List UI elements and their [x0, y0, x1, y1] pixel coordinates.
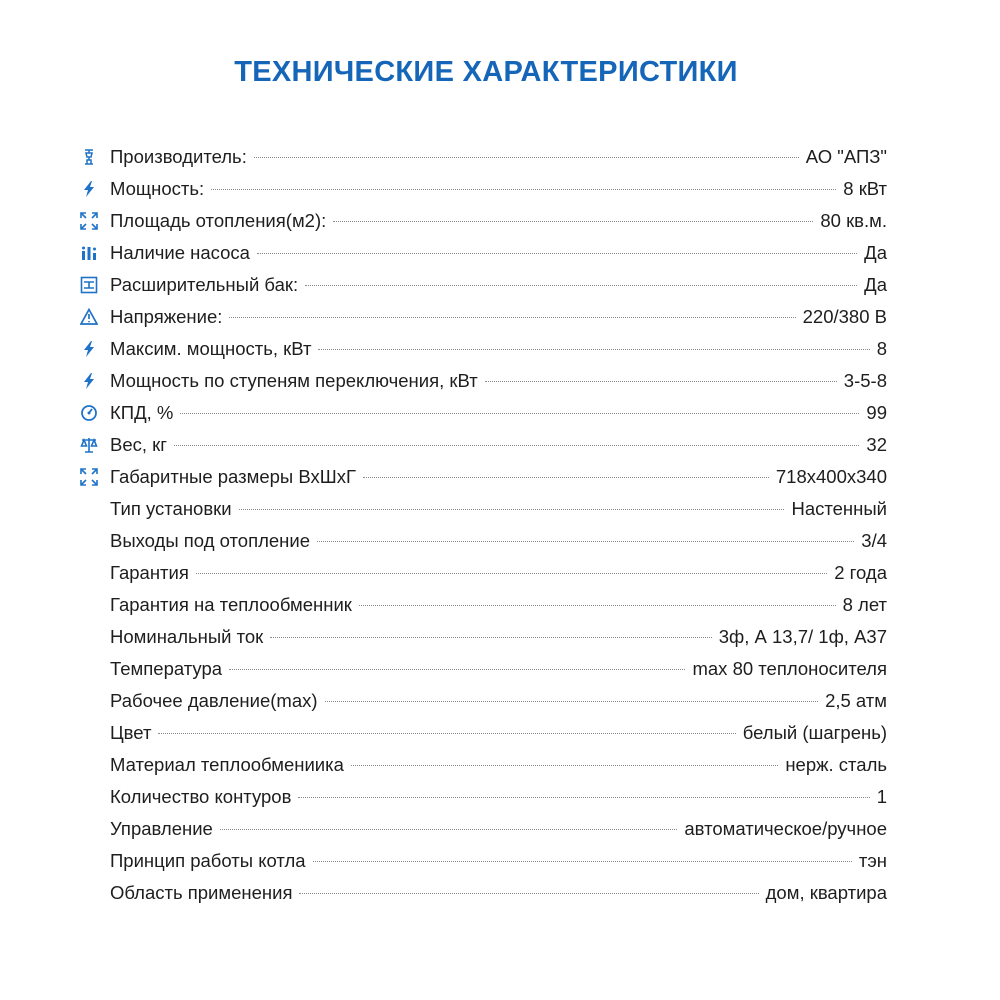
- spec-row: [80, 461, 887, 493]
- area-expand-icon: [80, 205, 110, 237]
- dot-leader: [211, 189, 836, 190]
- icon-spacer: [80, 749, 110, 781]
- spec-label: Область применения: [110, 882, 293, 903]
- spec-label: Выходы под отопление: [110, 530, 311, 551]
- spec-row: [80, 877, 887, 909]
- expansion-tank-icon: [80, 269, 110, 301]
- dot-leader: [363, 477, 769, 478]
- spec-label: Гарантия на теплообменник: [110, 594, 352, 615]
- spec-value: 80 кв.м.: [820, 210, 887, 231]
- spec-row: [80, 205, 887, 237]
- spec-label: Производитель:: [110, 146, 247, 167]
- spec-label: Цвет: [110, 722, 152, 743]
- spec-row: [80, 141, 887, 173]
- spec-value: 3-5-8: [843, 370, 887, 391]
- spec-row: [80, 333, 887, 365]
- spec-row: [80, 173, 887, 205]
- icon-spacer: [80, 813, 110, 845]
- dot-leader: [333, 221, 813, 222]
- dot-leader: [305, 285, 857, 286]
- scales-icon: [80, 429, 110, 461]
- dot-leader: [359, 605, 836, 606]
- icon-spacer: [80, 653, 110, 685]
- spec-row: [80, 781, 887, 813]
- spec-row: [80, 749, 887, 781]
- dot-leader: [180, 413, 859, 414]
- spec-value: тэн: [858, 850, 887, 871]
- icon-spacer: [80, 717, 110, 749]
- lightning-icon: [80, 173, 110, 205]
- icon-spacer: [80, 877, 110, 909]
- spec-label: КПД, %: [110, 402, 174, 423]
- spec-value: max 80 теплоносителя: [692, 658, 887, 679]
- spec-label: Рабочее давление(max): [110, 690, 318, 711]
- spec-value: Настенный: [791, 498, 887, 519]
- spec-label: Максим. мощность, кВт: [110, 338, 312, 359]
- spec-label: Расширительный бак:: [110, 274, 299, 295]
- spec-value: 8 кВт: [843, 178, 887, 199]
- factory-icon: [80, 141, 110, 173]
- spec-value: дом, квартира: [765, 882, 887, 903]
- lightning-icon: [80, 365, 110, 397]
- spec-value: 3ф, А 13,7/ 1ф, А37: [718, 626, 887, 647]
- spec-label: Площадь отопления(м2):: [110, 210, 327, 231]
- spec-value: 32: [866, 434, 887, 455]
- voltage-warning-icon: [80, 301, 110, 333]
- spec-value: 718x400x340: [775, 466, 887, 487]
- spec-value: 1: [876, 786, 887, 807]
- spec-value: Да: [864, 242, 887, 263]
- icon-spacer: [80, 589, 110, 621]
- spec-row: [80, 365, 887, 397]
- gauge-icon: [80, 397, 110, 429]
- spec-row: [80, 269, 887, 301]
- dot-leader: [325, 701, 819, 702]
- spec-label: Наличие насоса: [110, 242, 250, 263]
- spec-row: [80, 557, 887, 589]
- dot-leader: [299, 893, 758, 894]
- spec-row: [80, 429, 887, 461]
- dot-leader: [318, 349, 869, 350]
- spec-row: [80, 525, 887, 557]
- dot-leader: [351, 765, 778, 766]
- dot-leader: [229, 317, 795, 318]
- spec-value: АО "АПЗ": [805, 146, 887, 167]
- spec-label: Напряжение:: [110, 306, 223, 327]
- icon-spacer: [80, 685, 110, 717]
- icon-spacer: [80, 845, 110, 877]
- spec-label: Материал теплообмениика: [110, 754, 344, 775]
- spec-label: Габаритные размеры ВхШхГ: [110, 466, 356, 487]
- dot-leader: [257, 253, 857, 254]
- spec-row: [80, 237, 887, 269]
- spec-label: Управление: [110, 818, 213, 839]
- area-expand-icon: [80, 461, 110, 493]
- spec-value: Да: [864, 274, 887, 295]
- spec-label: Мощность:: [110, 178, 205, 199]
- dot-leader: [174, 445, 859, 446]
- spec-value: нерж. сталь: [785, 754, 887, 775]
- icon-spacer: [80, 781, 110, 813]
- lightning-icon: [80, 333, 110, 365]
- spec-row: [80, 301, 887, 333]
- spec-row: [80, 653, 887, 685]
- dot-leader: [220, 829, 678, 830]
- icon-spacer: [80, 621, 110, 653]
- dot-leader: [196, 573, 827, 574]
- spec-label: Тип установки: [110, 498, 232, 519]
- spec-label: Номинальный ток: [110, 626, 264, 647]
- spec-value: автоматическое/ручное: [684, 818, 887, 839]
- spec-label: Гарантия: [110, 562, 189, 583]
- spec-value: 3/4: [861, 530, 887, 551]
- spec-label: Температура: [110, 658, 223, 679]
- page-title: ТЕХНИЧЕСКИЕ ХАРАКТЕРИСТИКИ: [234, 56, 738, 88]
- spec-row: [80, 621, 887, 653]
- spec-value: 8: [876, 338, 887, 359]
- spec-label: Количество контуров: [110, 786, 292, 807]
- spec-value: 2 года: [834, 562, 887, 583]
- dot-leader: [254, 157, 799, 158]
- spec-value: 99: [866, 402, 887, 423]
- pump-icon: [80, 237, 110, 269]
- spec-row: [80, 493, 887, 525]
- dot-leader: [270, 637, 711, 638]
- spec-label: Вес, кг: [110, 434, 167, 455]
- dot-leader: [229, 669, 685, 670]
- spec-value: белый (шагрень): [742, 722, 887, 743]
- spec-row: [80, 589, 887, 621]
- spec-row: [80, 813, 887, 845]
- dot-leader: [158, 733, 735, 734]
- dot-leader: [317, 541, 854, 542]
- dot-leader: [313, 861, 852, 862]
- dot-leader: [239, 509, 785, 510]
- icon-spacer: [80, 525, 110, 557]
- dot-leader: [298, 797, 869, 798]
- spec-value: 2,5 атм: [825, 690, 887, 711]
- spec-label: Принцип работы котла: [110, 850, 306, 871]
- spec-label: Мощность по ступеням переключения, кВт: [110, 370, 478, 391]
- spec-value: 220/380 В: [802, 306, 887, 327]
- spec-list: [80, 141, 887, 909]
- icon-spacer: [80, 493, 110, 525]
- dot-leader: [485, 381, 837, 382]
- spec-row: [80, 685, 887, 717]
- spec-value: 8 лет: [842, 594, 887, 615]
- spec-row: [80, 397, 887, 429]
- spec-row: [80, 845, 887, 877]
- icon-spacer: [80, 557, 110, 589]
- spec-row: [80, 717, 887, 749]
